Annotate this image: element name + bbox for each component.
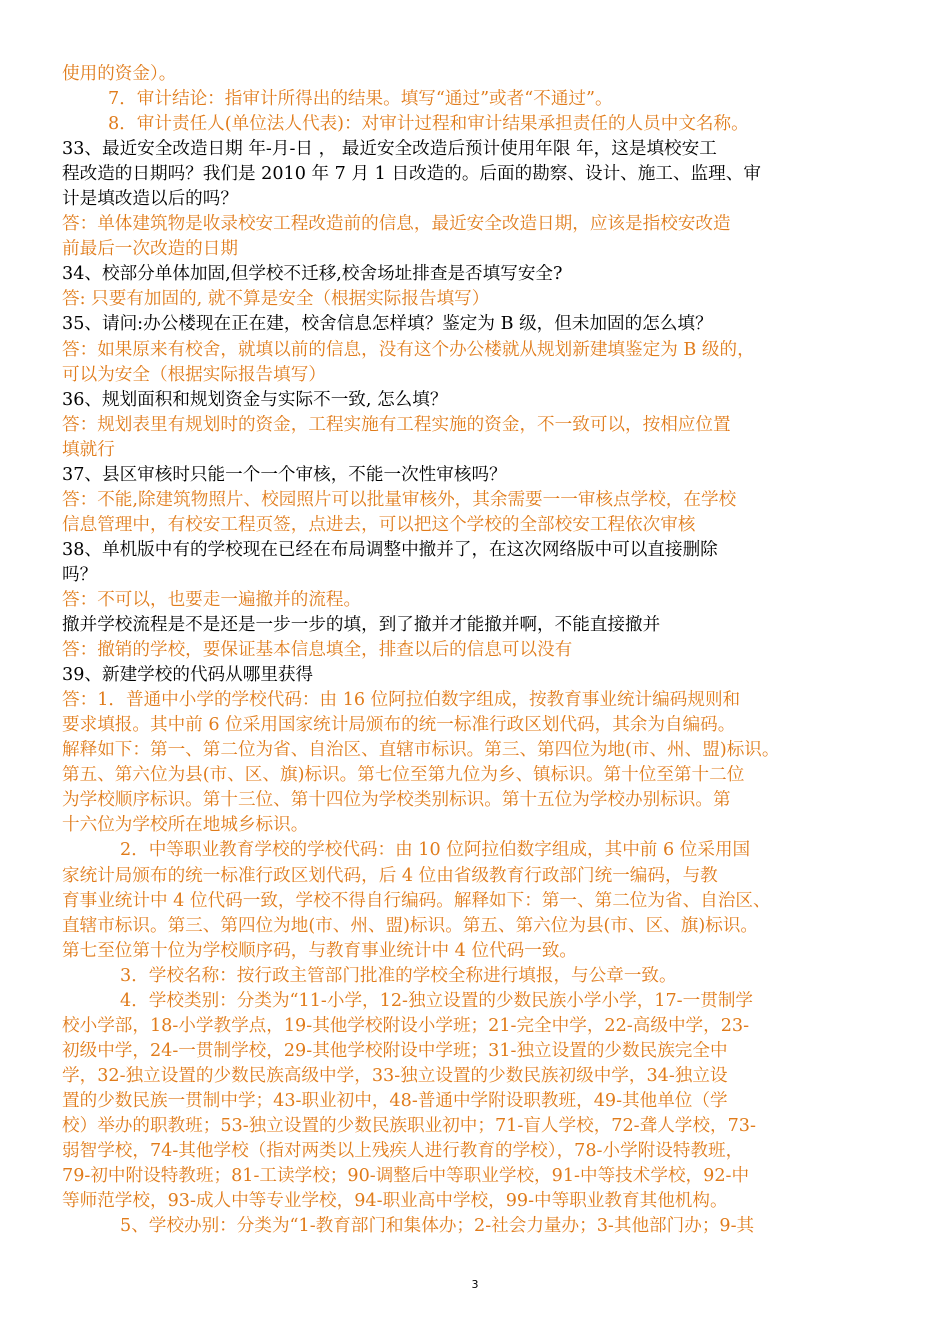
answer-text-line: 答：如果原来有校舍，就填以前的信息，没有这个办公楼就从规划新建填鉴定为 B 级的， (62, 339, 755, 360)
question-text-line: 35、请问:办公楼现在正在建，校舍信息怎样填？鉴定为 B 级，但未加固的怎么填？ (62, 314, 713, 335)
answer-text-line: 答：不能,除建筑物照片、校园照片可以批量审核外，其余需要一一审核点学校，在学校 (62, 489, 737, 510)
answer-text-line: 等师范学校，93-成人中等专业学校，94-职业高中学校，99-中等职业教育其他机构。 (62, 1191, 728, 1212)
question-text-line: 36、规划面积和规划资金与实际不一致, 怎么填？ (62, 389, 448, 410)
answer-text-line: 育事业统计中 4 位代码一致，学校不得自行编码。解释如下：第一、第二位为省、自治区、 (62, 890, 771, 911)
document-page (62, 62, 892, 1239)
question-text-line: 34、校部分单体加固,但学校不迁移,校舍场址排查是否填写安全? (62, 264, 563, 285)
answer-text-line: 答：单体建筑物是收录校安工程改造前的信息，最近安全改造日期，应该是指校安改造 (62, 214, 731, 235)
question-text-line: 37、县区审核时只能一个一个审核，不能一次性审核吗？ (62, 464, 507, 485)
answer-text-line: 5、学校办别：分类为“1-教育部门和集体办；2-社会力量办；3-其他部门办；9-其 (120, 1216, 755, 1237)
answer-text-line: 使用的资金）。 (62, 64, 177, 84)
question-text-line: 33、最近安全改造日期 年-月-日 ， 最近安全改造后预计使用年限 年，这是填校安工 (62, 139, 717, 160)
answer-text-line: 答：撤销的学校，要保证基本信息填全，排查以后的信息可以没有 (62, 640, 573, 661)
answer-text-line: 校小学部，18-小学教学点，19-其他学校附设小学班；21-完全中学，22-高级中学，23- (62, 1015, 750, 1036)
answer-text-line: 3．学校名称：按行政主管部门批准的学校全称进行填报，与公章一致。 (120, 965, 677, 986)
answer-text-line: 置的少数民族一贯制中学；43-职业初中，48-普通中学附设职教班，49-其他单位（学 (62, 1090, 728, 1111)
question-text-line: 39、新建学校的代码从哪里获得 (62, 665, 314, 686)
question-text-line: 撤并学校流程是不是还是一步一步的填，到了撤并才能撤并啊，不能直接撤并 (62, 615, 661, 636)
answer-text-line: 4．学校类别：分类为“11-小学，12-独立设置的少数民族小学小学，17-一贯制学 (120, 990, 754, 1011)
page-number: 3 (471, 1278, 479, 1291)
answer-text-line: 直辖市标识。第三、第四位为地(市、州、盟)标识。第五、第六位为县(市、区、旗)标识。 (62, 915, 759, 936)
answer-text-line: 可以为安全（根据实际报告填写） (62, 364, 326, 385)
answer-text-line: 十六位为学校所在地城乡标识。 (62, 815, 309, 836)
question-text-line: 吗？ (62, 564, 98, 585)
question-text-line: 38、单机版中有的学校现在已经在布局调整中撤并了，在这次网络版中可以直接删除 (62, 539, 718, 560)
answer-text-line: 家统计局颁布的统一标准行政区划代码，后 4 位由省级教育行政部门统一编码，与教 (62, 865, 718, 886)
answer-text-line: 2．中等职业教育学校的学校代码：由 10 位阿拉伯数字组成，其中前 6 位采用国 (120, 840, 751, 861)
answer-text-line: 第五、第六位为县(市、区、旗)标识。第七位至第九位为乡、镇标识。第十位至第十二位 (62, 765, 745, 786)
question-text-line: 计是填改造以后的吗？ (62, 189, 238, 210)
answer-text-line: 答：不可以，也要走一遍撤并的流程。 (62, 589, 362, 610)
answer-text-line: 学，32-独立设置的少数民族高级中学，33-独立设置的少数民族初级中学，34-独立设 (62, 1065, 728, 1086)
answer-text-line: 信息管理中，有校安工程页签，点进去，可以把这个学校的全部校安工程依次审核 (62, 514, 696, 535)
answer-text-line: 8．审计责任人(单位法人代表)：对审计过程和审计结果承担责任的人员中文名称。 (108, 114, 749, 135)
answer-text-line: 为学校顺序标识。第十三位、第十四位为学校类别标识。第十五位为学校办别标识。第 (62, 790, 731, 811)
answer-text-line: 答: 只要有加固的, 就不算是安全（根据实际报告填写） (62, 289, 490, 310)
answer-text-line: 弱智学校，74-其他学校（指对两类以上残疾人进行教育的学校），78-小学附设特教班， (62, 1141, 744, 1162)
answer-text-line: 79-初中附设特教班；81-工读学校；90-调整后中等职业学校，91-中等技术学校，92-中 (62, 1166, 750, 1187)
answer-text-line: 校）举办的职教班；53-独立设置的少数民族职业初中；71-盲人学校，72-聋人学校，73- (62, 1115, 756, 1136)
answer-text-line: 解释如下：第一、第二位为省、自治区、直辖市标识。第三、第四位为地(市、州、盟)标识。 (62, 740, 780, 761)
question-text-line: 程改造的日期吗？我们是 2010 年 7 月 1 日改造的。后面的勘察、设计、施工、监理、审 (62, 164, 761, 185)
answer-text-line: 要求填报。其中前 6 位采用国家统计局颁布的统一标准行政区划代码，其余为自编码。 (62, 715, 736, 736)
answer-text-line: 初级中学，24-一贯制学校，29-其他学校附设中学班；31-独立设置的少数民族完全中 (62, 1040, 728, 1061)
answer-text-line: 7．审计结论：指审计所得出的结果。填写“通过”或者“不通过”。 (108, 89, 613, 110)
answer-text-line: 第七至位第十位为学校顺序码，与教育事业统计中 4 位代码一致。 (62, 940, 578, 961)
answer-text-line: 答：1．普通中小学的学校代码：由 16 位阿拉伯数字组成，按教育事业统计编码规则和 (62, 690, 741, 711)
answer-text-line: 答：规划表里有规划时的资金，工程实施有工程实施的资金，不一致可以，按相应位置 (62, 414, 731, 435)
answer-text-line: 填就行 (62, 439, 115, 460)
answer-text-line: 前最后一次改造的日期 (62, 239, 238, 260)
